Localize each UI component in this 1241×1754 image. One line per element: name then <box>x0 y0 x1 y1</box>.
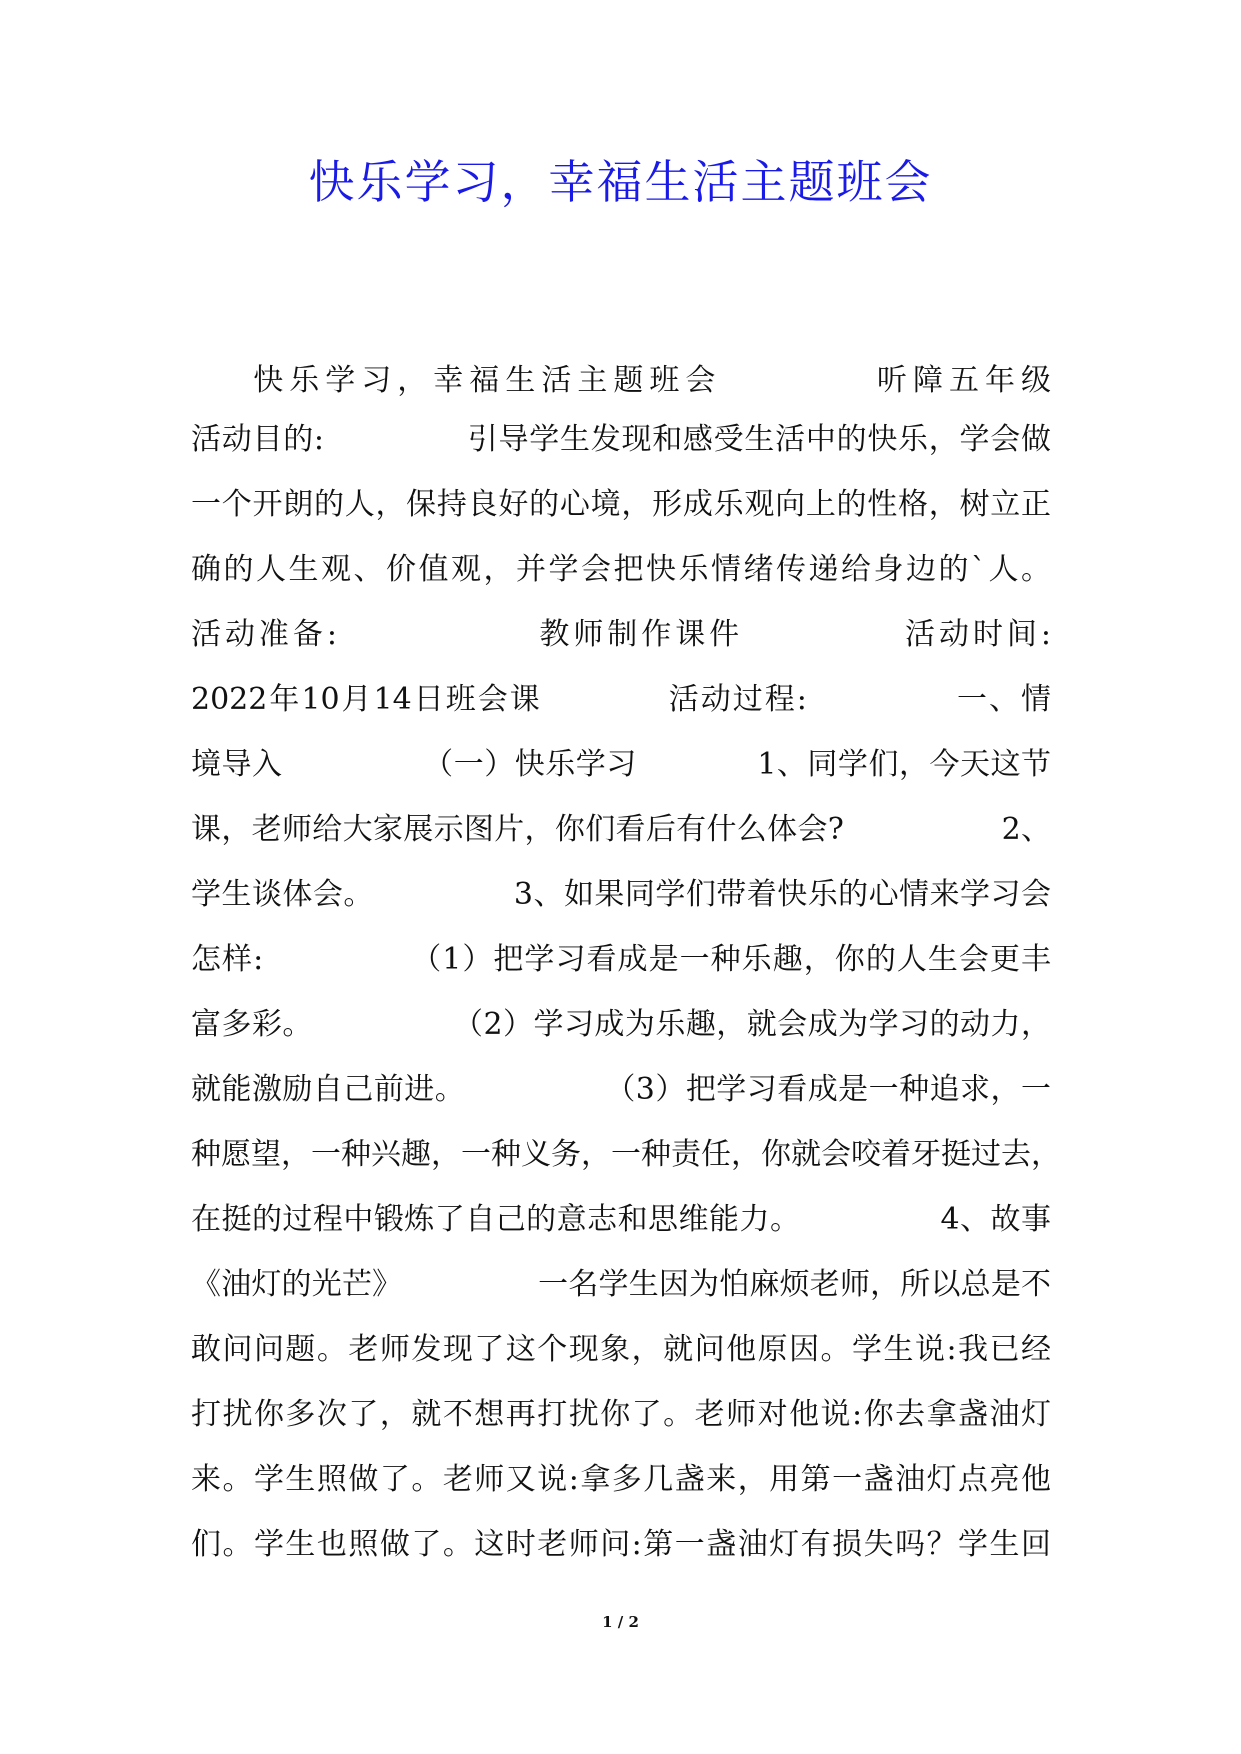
body-line: 2022年10月14日班会课 活动过程: 一、情 <box>191 682 1051 717</box>
body-line: 来。学生照做了。老师又说:拿多几盏来，用第一盏油灯点亮他 <box>191 1462 1051 1497</box>
page-number: 1 / 2 <box>602 1613 639 1631</box>
body-line: 确的人生观、价值观，并学会把快乐情绪传递给身边的`人。 <box>191 552 1051 587</box>
body-line: 就能激励自己前进。 （3）把学习看成是一种追求，一 <box>191 1072 1051 1107</box>
body-line: 富多彩。 （2）学习成为乐趣，就会成为学习的动力， <box>191 1007 1051 1042</box>
body-line: 敢问问题。老师发现了这个现象，就问他原因。学生说:我已经 <box>191 1332 1051 1367</box>
body-line: 快乐学习，幸福生活主题班会 听障五年级 <box>191 363 1051 398</box>
body-line: 课，老师给大家展示图片，你们看后有什么体会? 2、 <box>191 812 1051 847</box>
body-line: 《油灯的光芒》 一名学生因为怕麻烦老师，所以总是不 <box>191 1267 1051 1302</box>
body-line: 活动准备: 教师制作课件 活动时间: <box>191 617 1051 652</box>
body-line: 学生谈体会。 3、如果同学们带着快乐的心情来学习会 <box>191 877 1051 912</box>
body-line: 一个开朗的人，保持良好的心境，形成乐观向上的性格，树立正 <box>191 487 1051 522</box>
body-line: 种愿望，一种兴趣，一种义务，一种责任，你就会咬着牙挺过去， <box>191 1137 1061 1172</box>
body-line: 活动目的: 引导学生发现和感受生活中的快乐，学会做 <box>191 422 1051 457</box>
body-line: 怎样: （1）把学习看成是一种乐趣，你的人生会更丰 <box>191 942 1051 977</box>
body-line: 境导入 （一）快乐学习 1、同学们，今天这节 <box>191 747 1051 782</box>
body-line: 打扰你多次了，就不想再打扰你了。老师对他说:你去拿盏油灯 <box>191 1397 1051 1432</box>
page-title: 快乐学习，幸福生活主题班会 <box>308 155 933 209</box>
body-line: 们。学生也照做了。这时老师问:第一盏油灯有损失吗？学生回 <box>191 1527 1051 1562</box>
body-line: 在挺的过程中锻炼了自己的意志和思维能力。 4、故事 <box>191 1202 1051 1237</box>
